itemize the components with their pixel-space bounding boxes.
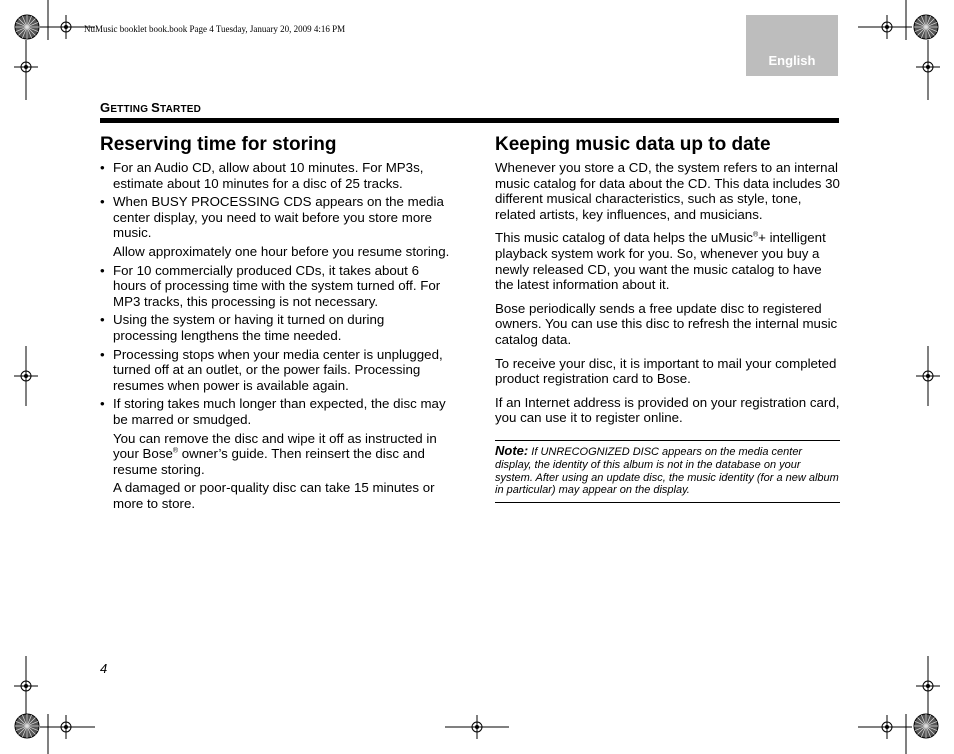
language-tab-label: English: [768, 53, 816, 68]
text-run: + intelligent playback system work for you. So, whenever you buy a newly released CD, you want the music catalog to have the latest information about it.: [495, 230, 826, 293]
registration-mark: [54, 15, 78, 39]
paragraph: If an Internet address is provided on your registration card, you can use it to register online.: [495, 394, 840, 426]
print-header: NuMusic booklet book.book Page 4 Tuesday, January 20, 2009 4:16 PM: [84, 24, 346, 34]
section-label-rest1: ETTING: [110, 104, 152, 115]
starburst-mark: [914, 714, 938, 738]
starburst-mark: [15, 15, 39, 39]
indented-paragraph: Allow approximately one hour before you resume storing.: [113, 243, 450, 259]
list-item: • When BUSY PROCESSING CDS appears on the media center display, you need to wait before you store more music.: [100, 194, 452, 241]
starburst-mark: [914, 15, 938, 39]
starburst-mark: [15, 714, 39, 738]
section-label-cap1: G: [100, 100, 111, 115]
registration-mark: [916, 55, 940, 79]
paragraph: To receive your disc, it is important to mail your completed product registration card to Bose.: [495, 355, 837, 387]
registration-mark: [14, 674, 38, 698]
registration-mark: [916, 674, 940, 698]
registration-mark: [875, 15, 899, 39]
list-item: • For 10 commercially produced CDs, it takes about 6 hours of processing time with the system turned off. For MP3 tracks, this processing is not necessary.: [100, 263, 452, 310]
list-item: • Using the system or having it turned on during processing lengthens the time needed.: [100, 312, 452, 343]
registration-mark: [14, 55, 38, 79]
registration-mark: [916, 364, 940, 388]
note-text: If UNRECOGNIZED DISC appears on the media center display, the identity of this album is not in the database on your system. After using an update disc, the music identity (for a new album in particular) may appear on the display.: [495, 445, 839, 497]
registered-mark: ®: [172, 447, 179, 455]
registered-mark: ®: [752, 231, 759, 239]
paragraph: Whenever you store a CD, the system refers to an internal music catalog for data about the CD. This data includes 30 different musical characteristics, such as style, tone, related artists, key influences, and musicians.: [495, 160, 840, 222]
text-run: This music catalog of data helps the uMusic: [495, 230, 753, 246]
section-label-rest2: TARTED: [160, 104, 202, 115]
note-label: Note:: [495, 442, 529, 458]
indented-paragraph: A damaged or poor-quality disc can take 15 minutes or more to store.: [113, 480, 435, 511]
section-label-cap2: S: [151, 100, 161, 115]
text-run: You can remove the disc and wipe it off as instructed in your Bose: [113, 430, 437, 462]
left-heading: Reserving time for storing: [100, 134, 337, 155]
registration-mark: [875, 715, 899, 739]
list-item: • Processing stops when your media center is unplugged, turned off at an outlet, or the power fails. Processing resumes when power is available again.: [100, 347, 452, 394]
list-item: • If storing takes much longer than expected, the disc may be marred or smudged.: [100, 396, 452, 427]
list-item: • For an Audio CD, allow about 10 minutes. For MP3s, estimate about 10 minutes for a disc of 25 tracks.: [100, 160, 452, 191]
right-heading: Keeping music data up to date: [495, 134, 771, 155]
paragraph: Bose periodically sends a free update disc to registered owners. You can use this disc to refresh the internal music catalog data.: [495, 300, 838, 347]
registration-mark: [54, 715, 78, 739]
registration-mark: [465, 715, 489, 739]
text-run: owner’s guide. Then reinsert the disc and resume storing.: [113, 446, 425, 477]
registration-mark: [14, 364, 38, 388]
page-number: 4: [100, 661, 108, 676]
